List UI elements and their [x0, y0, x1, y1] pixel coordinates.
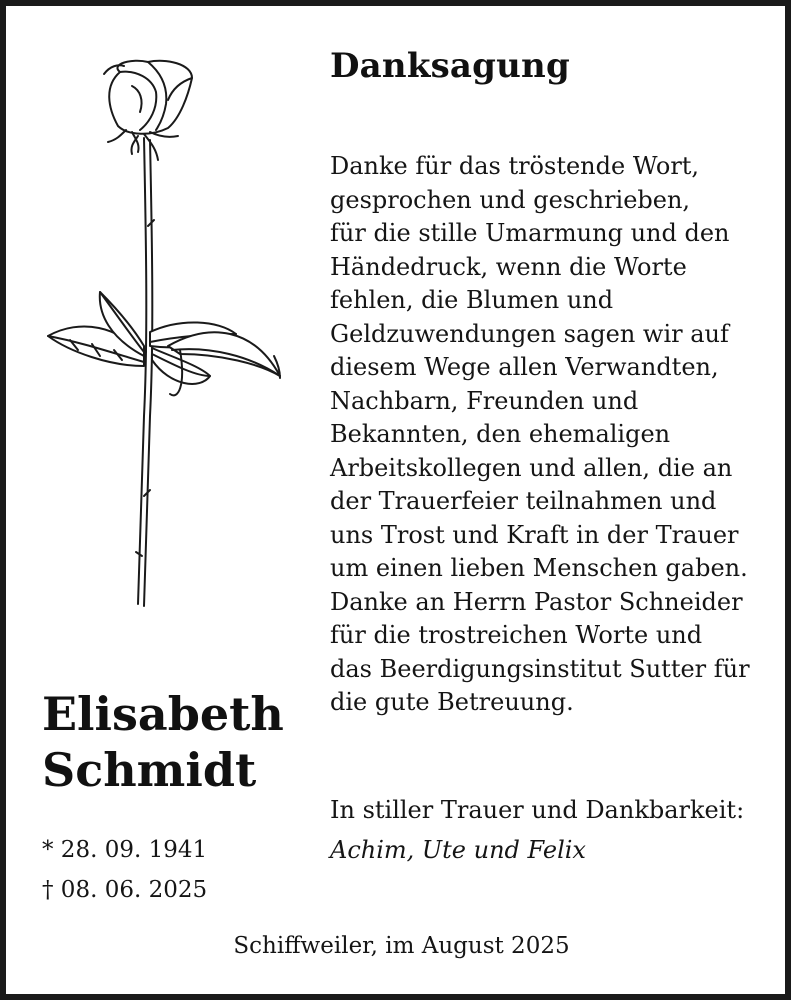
page-title: Danksagung [330, 46, 570, 86]
body-line: der Trauerfeier teilnahmen und [330, 487, 717, 515]
body-line: das Beerdigungsinstitut Sutter für [330, 654, 750, 683]
body-line: gesprochen und geschrieben, [330, 185, 691, 214]
place-date: Schiffweiler, im August 2025 [233, 933, 570, 959]
rose-icon [40, 56, 290, 612]
body-line: für die trostreichen Worte und [330, 621, 703, 649]
body-line: für die stille Umarmung und den [330, 219, 730, 247]
last-name: Schmidt [42, 743, 257, 797]
closing-line: In stiller Trauer und Dankbarkeit: [330, 796, 745, 824]
body-line: die gute Betreuung. [330, 688, 574, 716]
body-line: fehlen, die Blumen und [330, 286, 614, 314]
body-line: uns Trost und Kraft in der Trauer [330, 520, 739, 549]
first-name: Elisabeth [42, 687, 284, 741]
body-line: Danke für das tröstende Wort, [330, 152, 700, 180]
body-line: Händedruck, wenn die Worte [330, 252, 687, 281]
body-line: um einen lieben Menschen gaben. [330, 554, 748, 582]
signers: Achim, Ute und Felix [330, 836, 586, 864]
body-line: Bekannten, den ehemaligen [330, 420, 671, 448]
body-line: diesem Wege allen Verwandten, [330, 353, 719, 381]
deceased-name [42, 686, 284, 798]
death-date: † 08. 06. 2025 [42, 877, 208, 903]
life-dates [42, 830, 207, 910]
body-line: Geldzuwendungen sagen wir auf [330, 319, 729, 348]
body-text [330, 150, 780, 720]
birth-date: * 28. 09. 1941 [42, 837, 208, 863]
body-line: Danke an Herrn Pastor Schneider [330, 587, 743, 616]
body-line: Nachbarn, Freunden und [330, 386, 639, 415]
body-line: Arbeitskollegen und allen, die an [330, 453, 733, 482]
